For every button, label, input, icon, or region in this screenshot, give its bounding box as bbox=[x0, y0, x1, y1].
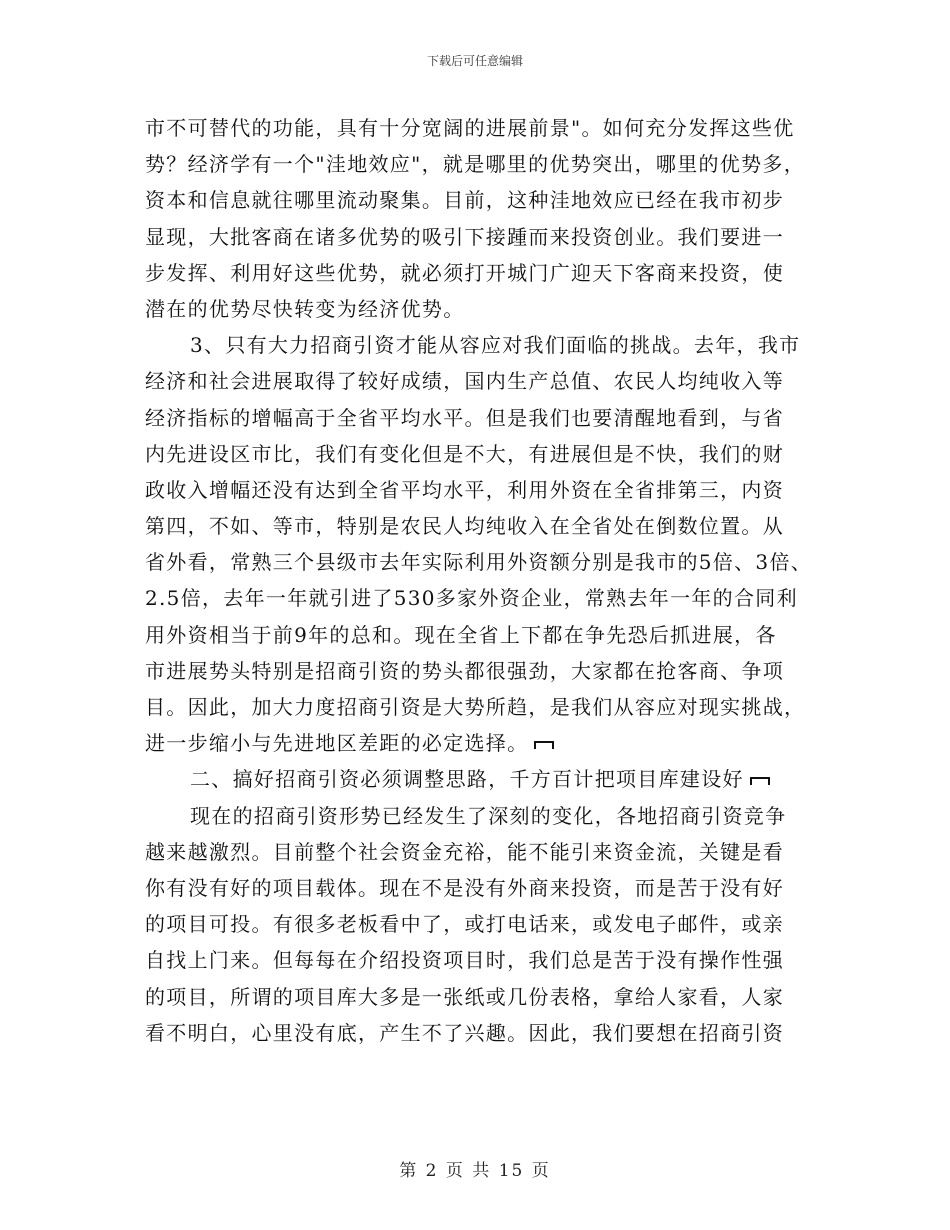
text-line: 现在的招商引资形势已经发生了深刻的变化，各地招商引资竞争 bbox=[190, 803, 787, 828]
text-line: 省外看，常熟三个县级市去年实际利用外资额分别是我市的5倍、3倍、 bbox=[145, 550, 813, 575]
section-heading: 二、搞好招商引资必须调整思路，千方百计把项目库建设好 bbox=[190, 767, 744, 792]
text-line: 资本和信息就往哪里流动聚集。目前，这种洼地效应已经在我市初步 bbox=[145, 188, 784, 213]
bracket-mark-icon bbox=[750, 777, 770, 785]
document-body bbox=[145, 110, 825, 1051]
text-line: 3、只有大力招商引资才能从容应对我们面临的挑战。去年，我市 bbox=[190, 333, 801, 358]
text-line: 经济和社会进展取得了较好成绩，国内生产总值、农民人均纯收入等 bbox=[145, 369, 784, 394]
bracket-mark-icon bbox=[534, 741, 554, 749]
text-line: 步发挥、利用好这些优势，就必须打开城门广迎天下客商来投资，使 bbox=[145, 260, 784, 285]
text-line: 自找上门来。但每每在介绍投资项目时，我们总是苦于没有操作性强 bbox=[145, 948, 784, 973]
text-line-with-mark bbox=[145, 725, 825, 761]
page-header: 下载后可任意编辑 bbox=[426, 54, 523, 68]
text-line: 势？经济学有一个"洼地效应"，就是哪里的优势突出，哪里的优势多， bbox=[145, 152, 805, 177]
text-line: 潜在的优势尽快转变为经济优势。 bbox=[145, 296, 465, 321]
text-line: 第四，不如、等市，特别是农民人均纯收入在全省处在倒数位置。从 bbox=[145, 514, 784, 539]
text-line: 你有没有好的项目载体。现在不是没有外商来投资，而是苦于没有好 bbox=[145, 875, 784, 900]
text-line: 用外资相当于前9年的总和。现在全省上下都在争先恐后抓进展，各 bbox=[145, 622, 777, 647]
text-line: 政收入增幅还没有达到全省平均水平，利用外资在全省排第三，内资 bbox=[145, 477, 784, 502]
text-line: 的项目，所谓的项目库大多是一张纸或几份表格，拿给人家看，人家 bbox=[145, 984, 784, 1009]
text-line: 显现，大批客商在诸多优势的吸引下接踵而来投资创业。我们要进一 bbox=[145, 224, 784, 249]
section-heading-line bbox=[145, 761, 825, 797]
text-line: 的项目可投。有很多老板看中了，或打电话来，或发电子邮件，或亲 bbox=[145, 912, 784, 937]
text-line: 越来越激烈。目前整个社会资金充裕，能不能引来资金流，关键是看 bbox=[145, 839, 784, 864]
text-line: 经济指标的增幅高于全省平均水平。但是我们也要清醒地看到，与省 bbox=[145, 405, 784, 430]
text-line: 目。因此，加大力度招商引资是大势所趋，是我们从容应对现实挑战， bbox=[145, 695, 806, 719]
text-line: 市不可替代的功能，具有十分宽阔的进展前景"。如何充分发挥这些优 bbox=[145, 116, 795, 140]
text-line: 进一步缩小与先进地区差距的必定选择。 bbox=[145, 731, 529, 756]
page-footer: 第 2 页 共 15 页 bbox=[399, 1161, 551, 1181]
text-line: 2.5倍，去年一年就引进了530多家外资企业，常熟去年一年的合同利 bbox=[145, 586, 798, 611]
text-line: 市进展势头特别是招商引资的势头都很强劲，大家都在抢客商、争项 bbox=[145, 658, 784, 683]
text-line: 看不明白，心里没有底，产生不了兴趣。因此，我们要想在招商引资 bbox=[145, 1020, 784, 1045]
text-line: 内先进设区市比，我们有变化但是不大，有进展但是不快，我们的财 bbox=[145, 441, 784, 466]
